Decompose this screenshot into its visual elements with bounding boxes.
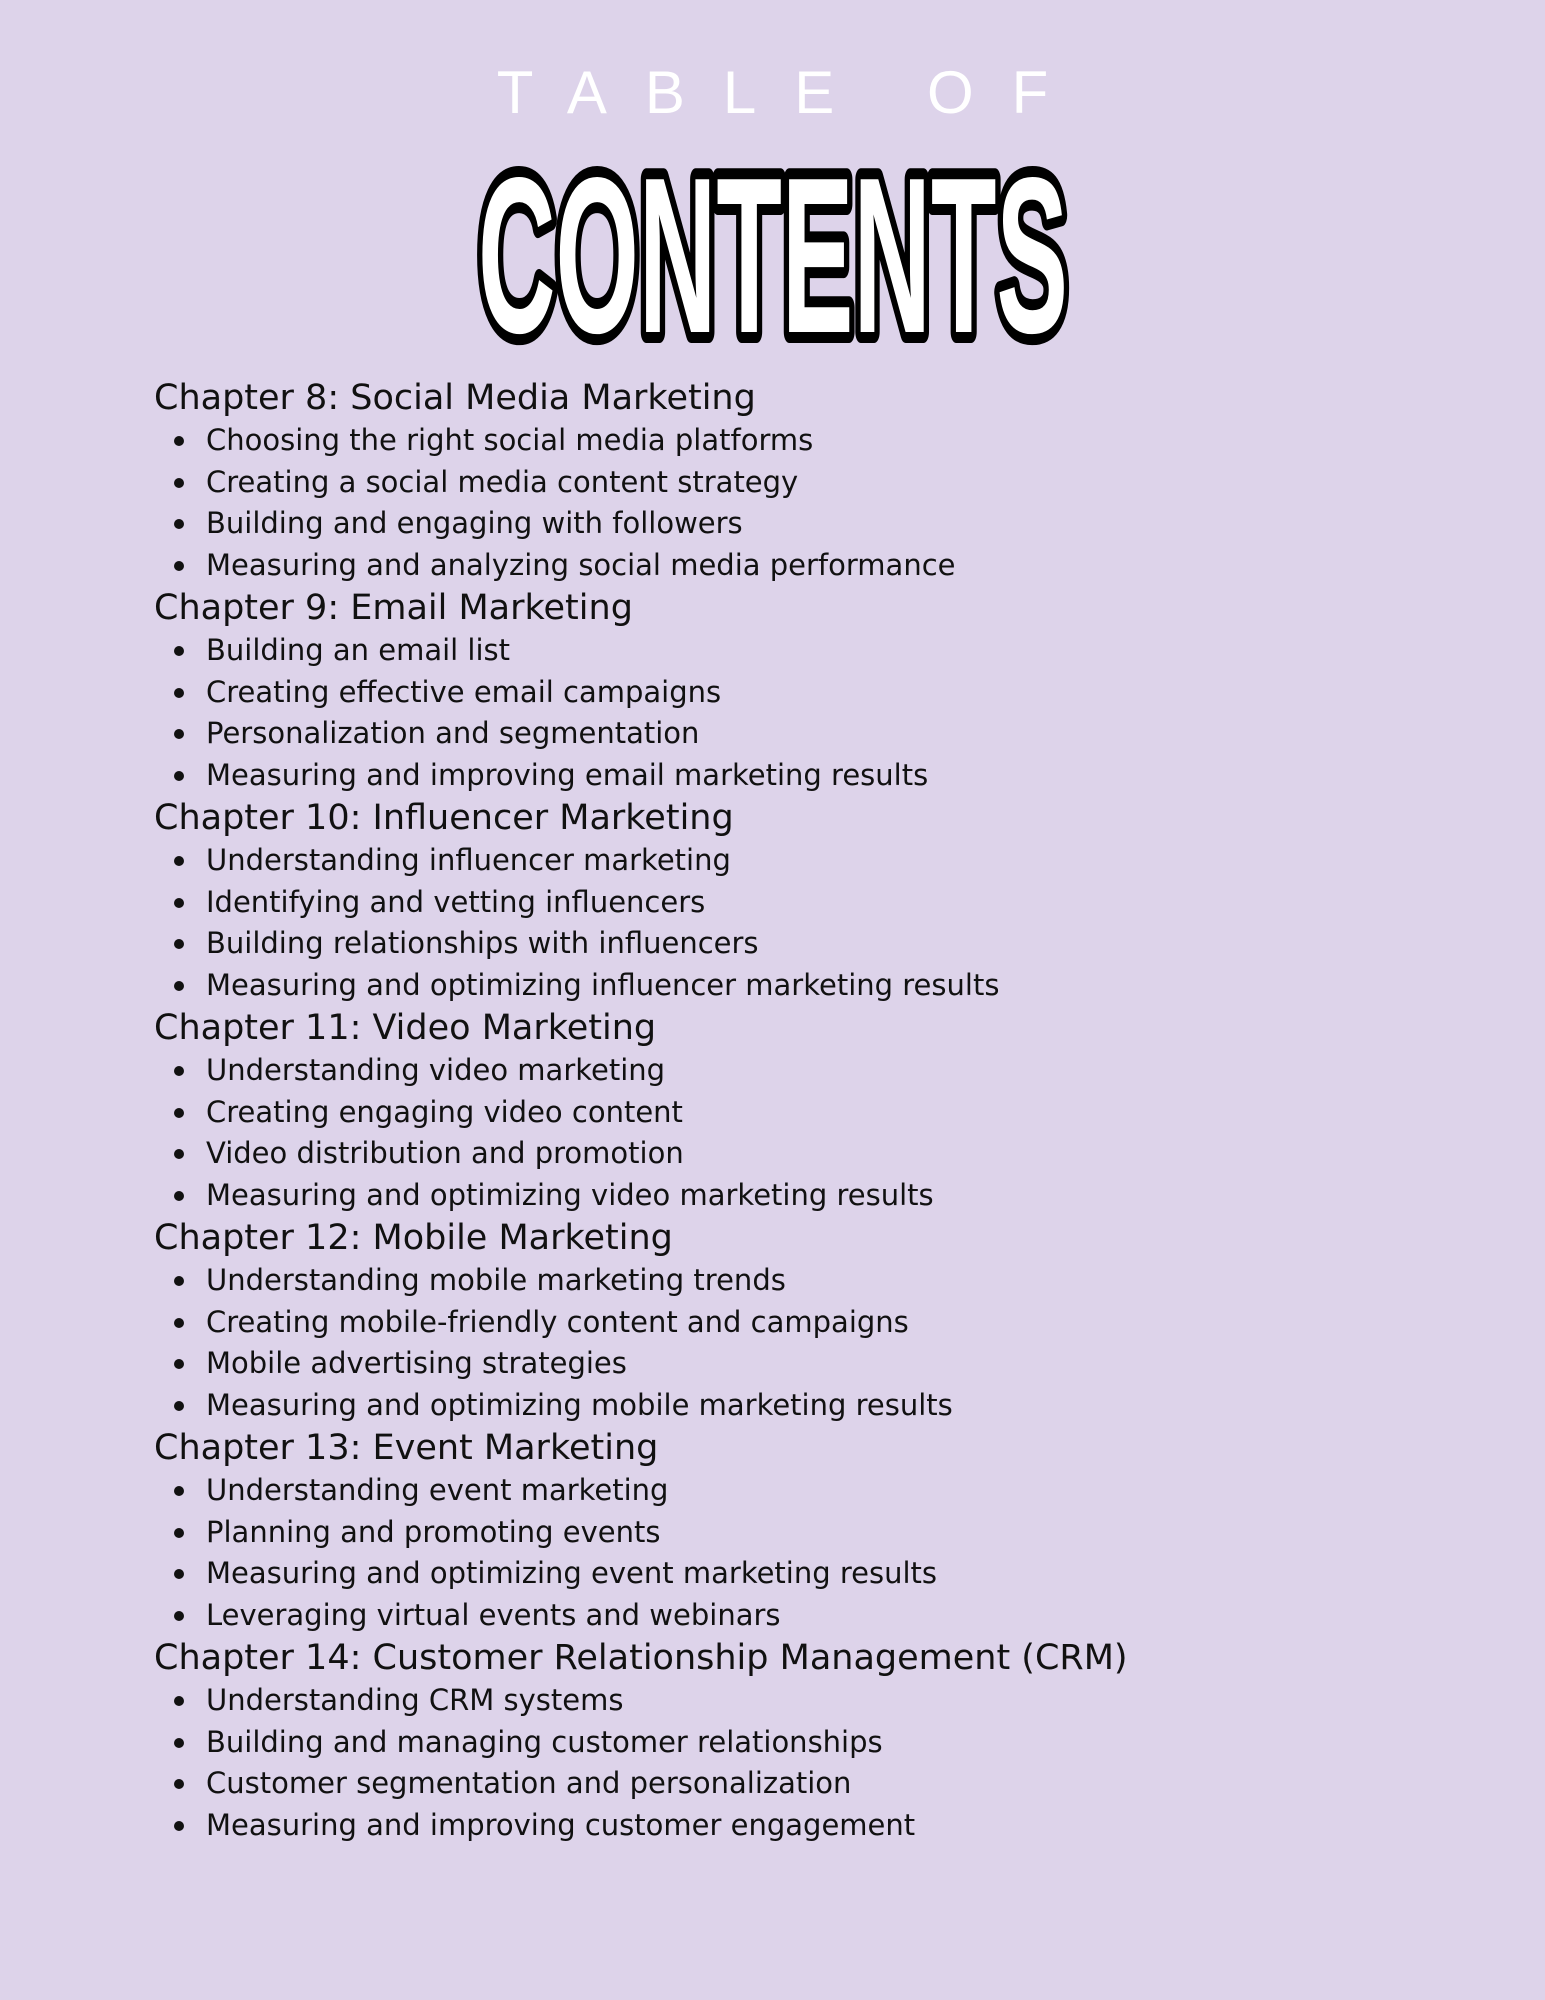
list-item-text: Creating a social media content strategy xyxy=(206,464,799,499)
list-item-text: Understanding video marketing xyxy=(206,1053,666,1087)
chapter-item-list xyxy=(154,1050,1454,1216)
list-item-text: Understanding influencer marketing xyxy=(206,843,731,877)
chapter-item-list xyxy=(154,630,1454,796)
list-item-text: Leveraging virtual events and webinars xyxy=(206,1597,781,1632)
list-item-text: Measuring and improving email marketing results xyxy=(206,757,929,792)
list-item-text: Understanding event marketing xyxy=(206,1473,669,1507)
list-item-text: Video distribution and promotion xyxy=(206,1136,684,1170)
bullet-icon xyxy=(174,1066,184,1076)
list-item-text: Mobile advertising strategies xyxy=(206,1346,627,1380)
table-of-contents xyxy=(154,376,1454,1846)
bullet-icon xyxy=(174,478,184,488)
chapter-item-list xyxy=(154,1680,1454,1846)
list-item xyxy=(154,1470,1454,1512)
bullet-icon xyxy=(174,939,184,949)
bullet-icon xyxy=(174,981,184,991)
list-item-text: Customer segmentation and personalization xyxy=(206,1766,852,1800)
chapter-title: Chapter 10: Influencer Marketing xyxy=(154,798,734,838)
list-item xyxy=(154,503,1454,545)
list-item-text: Building and managing customer relationships xyxy=(206,1724,883,1759)
chapter-title: Chapter 13: Event Marketing xyxy=(154,1428,659,1468)
bullet-icon xyxy=(174,1276,184,1286)
chapter-section xyxy=(154,1216,1454,1426)
bullet-icon xyxy=(174,1191,184,1201)
chapter-item-list xyxy=(154,420,1454,586)
list-item xyxy=(154,1050,1454,1092)
list-item-text: Creating engaging video content xyxy=(206,1094,683,1129)
bullet-icon xyxy=(174,1528,184,1538)
list-item xyxy=(154,1133,1454,1175)
chapter-title: Chapter 14: Customer Relationship Management (CRM) xyxy=(154,1638,1128,1678)
list-item xyxy=(154,420,1454,462)
bullet-icon xyxy=(174,729,184,739)
list-item-text: Measuring and optimizing video marketing results xyxy=(206,1177,934,1212)
page-title-text: CONTENTS xyxy=(477,132,1068,358)
bullet-icon xyxy=(174,688,184,698)
bullet-icon xyxy=(174,1738,184,1748)
chapter-section xyxy=(154,376,1454,586)
page-title-wrap xyxy=(0,118,1545,358)
bullet-icon xyxy=(174,1401,184,1411)
chapter-item-list xyxy=(154,840,1454,1006)
list-item xyxy=(154,1175,1454,1217)
chapter-section xyxy=(154,586,1454,796)
bullet-icon xyxy=(174,1486,184,1496)
list-item xyxy=(154,1680,1454,1722)
bullet-icon xyxy=(174,898,184,908)
list-item-text: Choosing the right social media platforms xyxy=(206,423,814,457)
bullet-icon xyxy=(174,1359,184,1369)
chapter-section xyxy=(154,796,1454,1006)
list-item xyxy=(154,1763,1454,1805)
bullet-icon xyxy=(174,519,184,529)
list-item xyxy=(154,672,1454,714)
list-item xyxy=(154,1512,1454,1554)
list-item-text: Planning and promoting events xyxy=(206,1514,661,1549)
list-item-text: Creating effective email campaigns xyxy=(206,674,722,709)
list-item xyxy=(154,1092,1454,1134)
chapter-section xyxy=(154,1636,1454,1846)
list-item xyxy=(154,1553,1454,1595)
list-item xyxy=(154,1260,1454,1302)
list-item xyxy=(154,1385,1454,1427)
list-item-text: Measuring and optimizing mobile marketing results xyxy=(206,1387,953,1422)
bullet-icon xyxy=(174,561,184,571)
chapter-title: Chapter 11: Video Marketing xyxy=(154,1008,657,1048)
list-item-text: Building and engaging with followers xyxy=(206,506,743,540)
list-item-text: Understanding mobile marketing trends xyxy=(206,1263,786,1297)
list-item xyxy=(154,1722,1454,1764)
chapter-section xyxy=(154,1426,1454,1636)
chapter-item-list xyxy=(154,1260,1454,1426)
bullet-icon xyxy=(174,1149,184,1159)
list-item xyxy=(154,545,1454,587)
list-item-text: Building relationships with influencers xyxy=(206,926,759,960)
bullet-icon xyxy=(174,856,184,866)
list-item xyxy=(154,1302,1454,1344)
header-kicker: TABLE OF xyxy=(496,59,1087,126)
list-item-text: Understanding CRM systems xyxy=(206,1683,624,1717)
list-item xyxy=(154,1595,1454,1637)
list-item-text: Building an email list xyxy=(206,633,511,667)
list-item xyxy=(154,755,1454,797)
bullet-icon xyxy=(174,1696,184,1706)
list-item-text: Measuring and analyzing social media performance xyxy=(206,547,956,582)
list-item-text: Measuring and improving customer engagement xyxy=(206,1807,916,1842)
list-item xyxy=(154,713,1454,755)
bullet-icon xyxy=(174,1569,184,1579)
list-item xyxy=(154,1343,1454,1385)
list-item xyxy=(154,1805,1454,1847)
list-item xyxy=(154,965,1454,1007)
list-item-text: Personalization and segmentation xyxy=(206,716,700,750)
list-item-text: Measuring and optimizing influencer marketing results xyxy=(206,967,1000,1002)
bullet-icon xyxy=(174,771,184,781)
list-item xyxy=(154,840,1454,882)
bullet-icon xyxy=(174,1821,184,1831)
bullet-icon xyxy=(174,1108,184,1118)
list-item xyxy=(154,923,1454,965)
chapter-item-list xyxy=(154,1470,1454,1636)
chapter-title: Chapter 12: Mobile Marketing xyxy=(154,1218,673,1258)
chapter-title: Chapter 9: Email Marketing xyxy=(154,588,633,628)
list-item xyxy=(154,882,1454,924)
bullet-icon xyxy=(174,1611,184,1621)
list-item-text: Identifying and vetting influencers xyxy=(206,884,706,919)
bullet-icon xyxy=(174,1318,184,1328)
bullet-icon xyxy=(174,1779,184,1789)
list-item xyxy=(154,630,1454,672)
page-title xyxy=(453,118,1093,358)
chapter-title: Chapter 8: Social Media Marketing xyxy=(154,378,756,418)
list-item xyxy=(154,462,1454,504)
bullet-icon xyxy=(174,436,184,446)
list-item-text: Measuring and optimizing event marketing results xyxy=(206,1556,938,1590)
list-item-text: Creating mobile-friendly content and campaigns xyxy=(206,1304,909,1339)
bullet-icon xyxy=(174,646,184,656)
chapter-section xyxy=(154,1006,1454,1216)
